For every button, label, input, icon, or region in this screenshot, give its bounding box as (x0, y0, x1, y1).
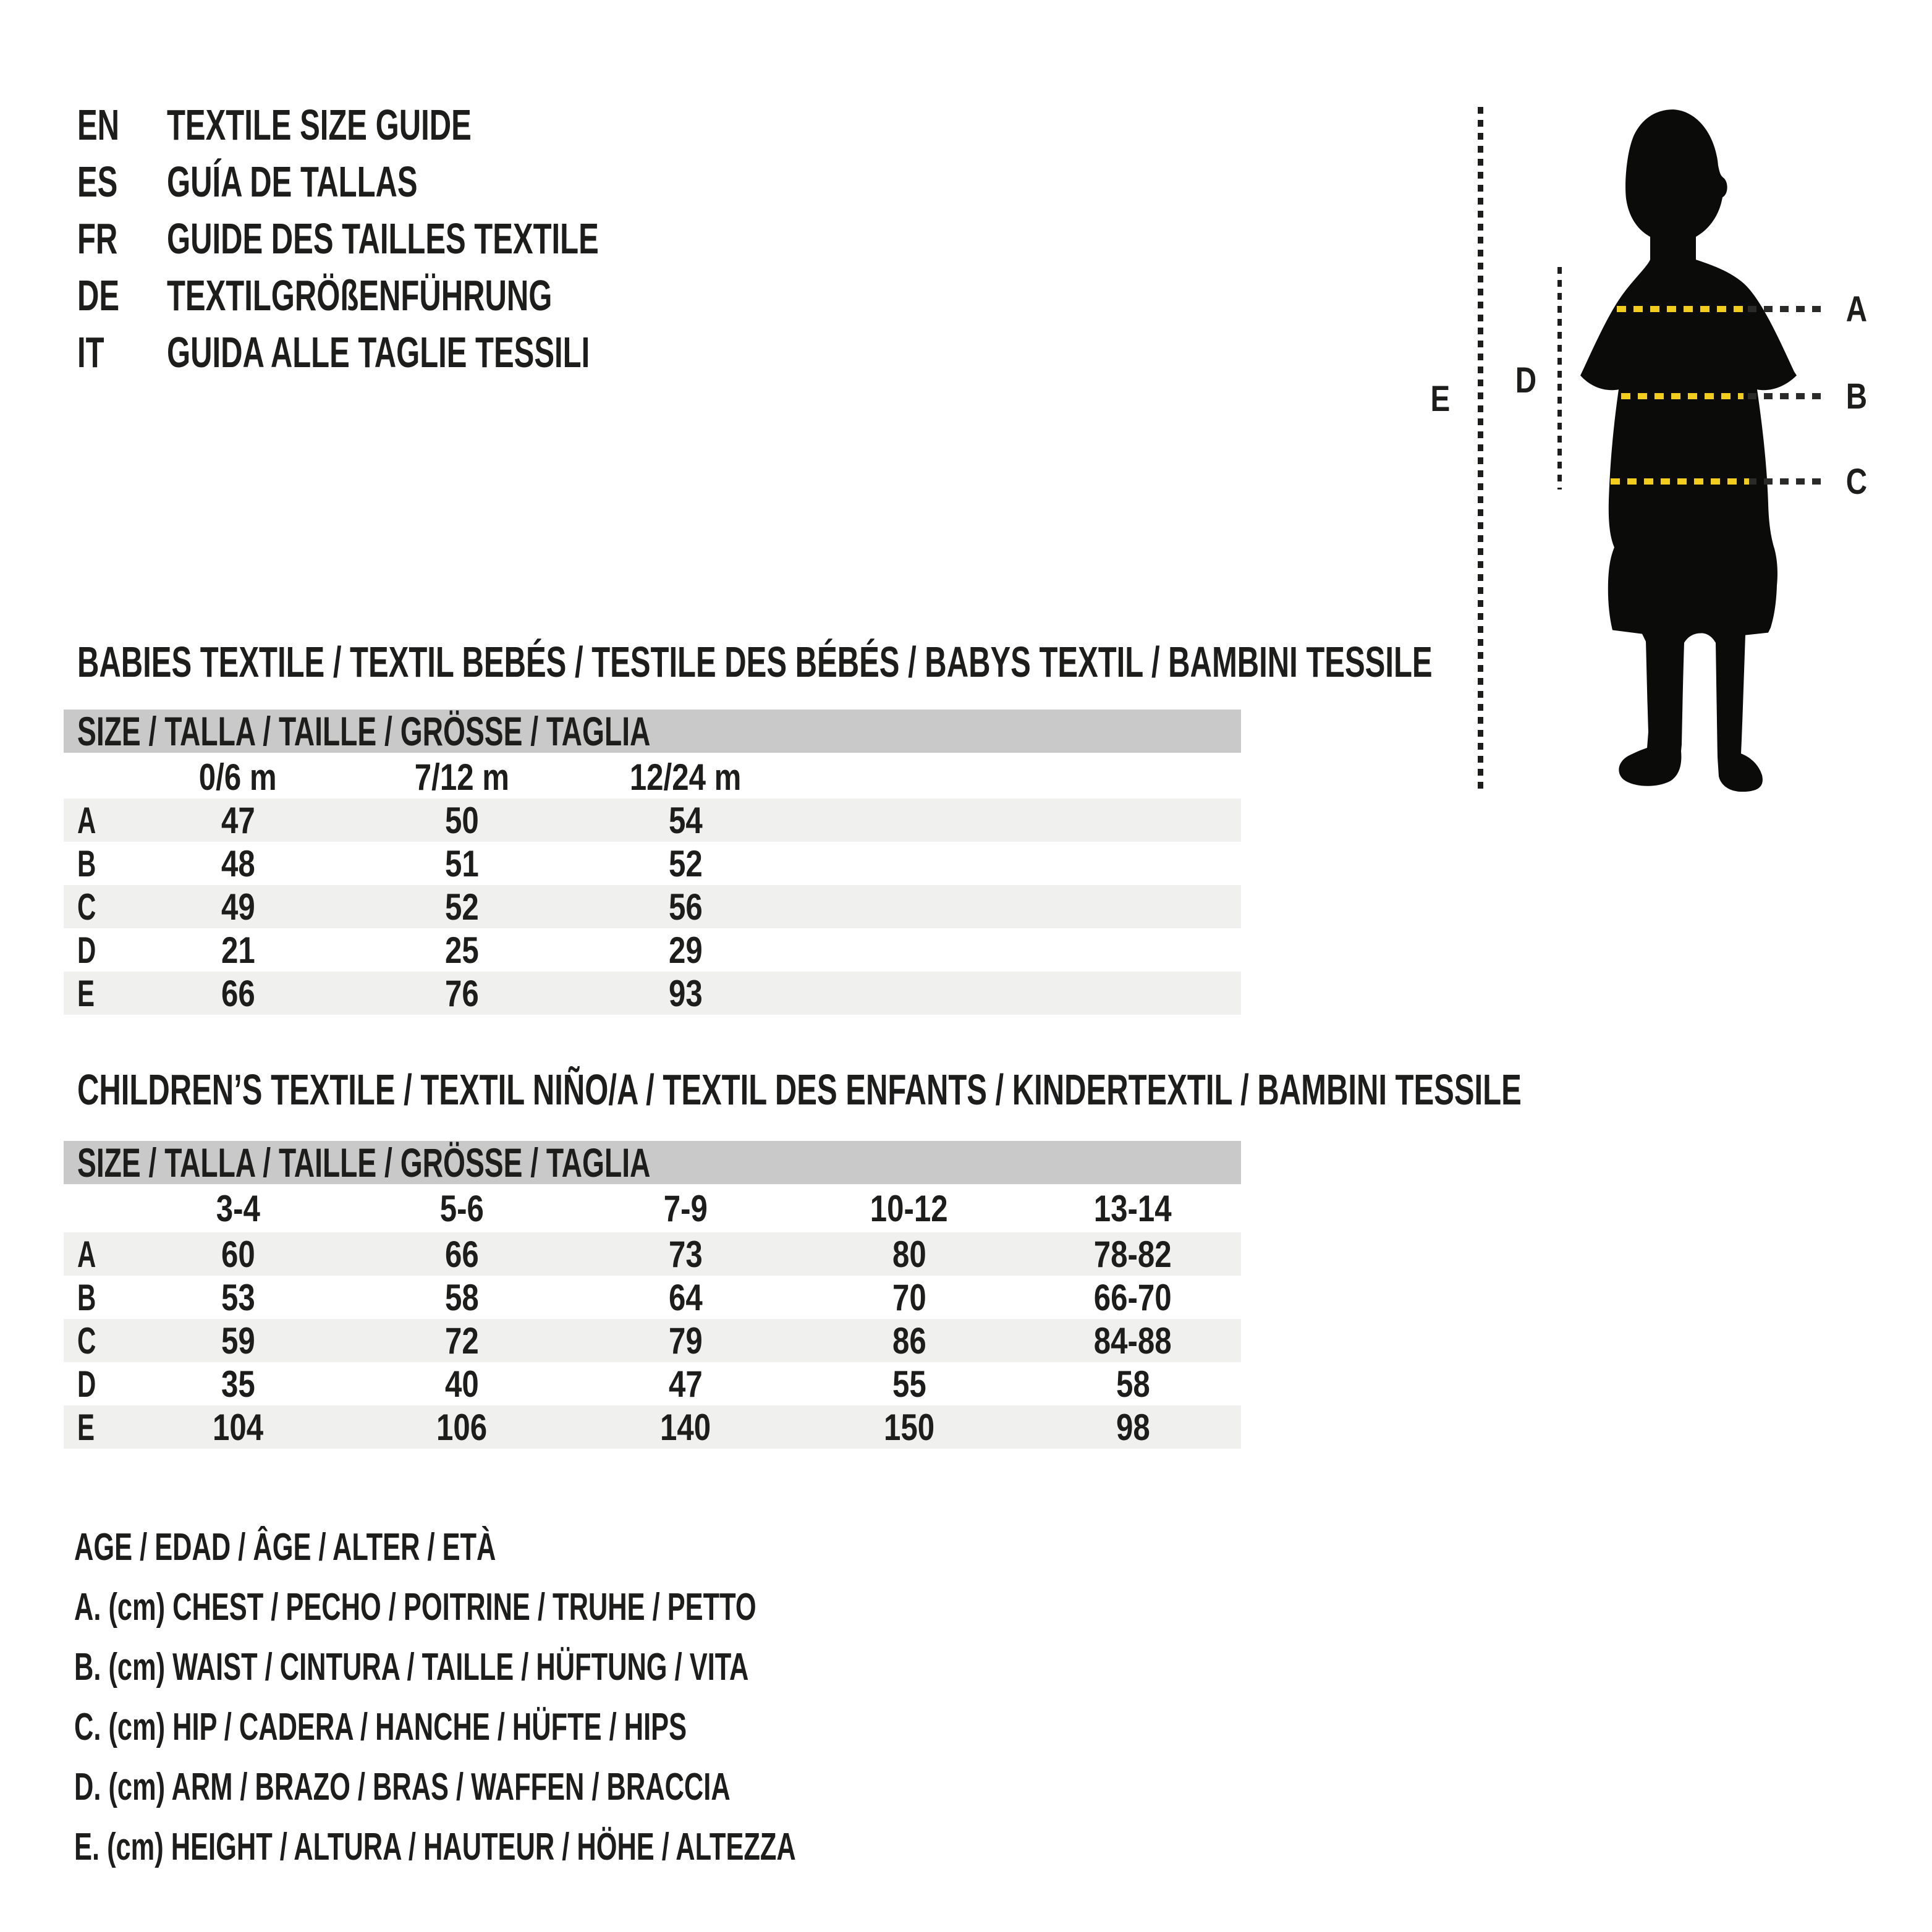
children-col-1: 5-6 (439, 1187, 484, 1229)
measure-label-c: C (1845, 461, 1868, 502)
chest-line-yellow-dashes (1617, 306, 1743, 312)
babies-col-1: 7/12 m (414, 756, 509, 798)
measure-label-b: B (1845, 376, 1868, 417)
legend-hip: C. (cm) HIP / CADERA / HANCHE / HÜFTE / HIPS (74, 1706, 687, 1748)
waist-line-yellow-dashes (1621, 393, 1743, 399)
children-col-0: 3-4 (216, 1187, 260, 1229)
measure-label-a: A (1845, 289, 1868, 329)
hip-line-black-dashes (1748, 478, 1821, 485)
table-row: E 66 76 93 (64, 972, 1241, 1015)
legend-age: AGE / EDAD / ÂGE / ALTER / ETÀ (74, 1526, 496, 1569)
legend-chest: A. (cm) CHEST / PECHO / POITRINE / TRUHE / PETTO (74, 1586, 756, 1629)
language-row-de (77, 267, 784, 324)
table-row: A 60 66 73 80 78-82 (64, 1232, 1241, 1276)
babies-col-0: 0/6 m (199, 756, 277, 798)
chest-line-black-dashes (1748, 306, 1821, 312)
guide-title: TEXTILGRÖßENFÜHRUNG (167, 271, 553, 320)
babies-size-bar: SIZE / TALLA / TAILLE / GRÖSSE / TAGLIA (64, 710, 1241, 753)
table-row: D 21 25 29 (77, 929, 703, 971)
guide-title: GUIDE DES TAILLES TEXTILE (167, 214, 599, 263)
language-code: IT (77, 328, 104, 376)
table-row: E 104 106 140 150 98 (64, 1405, 1241, 1449)
legend-height: E. (cm) HEIGHT / ALTURA / HAUTEUR / HÖHE / ALTEZZA (74, 1826, 796, 1868)
arm-measure-dotted-line (1557, 267, 1562, 489)
language-code: ES (77, 158, 118, 206)
language-row-en (77, 96, 784, 153)
table-row: C 59 72 79 86 84-88 (64, 1319, 1241, 1362)
children-col-3: 10-12 (870, 1187, 948, 1229)
children-col-4: 13-14 (1094, 1187, 1172, 1229)
language-code: FR (77, 214, 118, 263)
legend-waist: B. (cm) WAIST / CINTURA / TAILLE / HÜFTUNG / VITA (74, 1646, 749, 1688)
babies-column-header-row (64, 756, 1241, 797)
table-row: A 47 50 54 (64, 799, 1241, 842)
height-measure-dotted-line (1478, 107, 1483, 792)
legend-arm: D. (cm) ARM / BRAZO / BRAS / WAFFEN / BRACCIA (74, 1766, 731, 1808)
language-row-it (77, 324, 784, 381)
children-column-header-row (64, 1188, 1241, 1229)
guide-title: TEXTILE SIZE GUIDE (167, 101, 472, 149)
children-size-bar: SIZE / TALLA / TAILLE / GRÖSSE / TAGLIA (64, 1141, 1241, 1184)
measurement-legend (74, 1517, 1105, 1877)
children-section-heading: CHILDREN’S TEXTILE / TEXTIL NIÑO/A / TEXTIL DES ENFANTS / KINDERTEXTIL / BAMBINI TESSILE (77, 1066, 1522, 1114)
measure-label-d: D (1515, 360, 1537, 400)
child-silhouette (1577, 107, 1800, 792)
waist-line-black-dashes (1748, 393, 1821, 399)
language-row-fr (77, 210, 784, 267)
babies-section-heading: BABIES TEXTILE / TEXTIL BEBÉS / TESTILE DES BÉBÉS / BABYS TEXTIL / BAMBINI TESSILE (77, 638, 1433, 686)
guide-title: GUIDA ALLE TAGLIE TESSILI (167, 328, 590, 376)
language-code: EN (77, 101, 120, 149)
table-row: B 53 58 64 70 66-70 (77, 1276, 1172, 1318)
hip-line-yellow-dashes (1611, 478, 1749, 485)
table-row: B 48 51 52 (77, 842, 703, 884)
children-col-2: 7-9 (663, 1187, 708, 1229)
measure-label-e: E (1430, 378, 1450, 419)
language-title-list (77, 96, 784, 381)
table-row: D 35 40 47 55 58 (77, 1363, 1150, 1405)
table-row: C 49 52 56 (64, 885, 1241, 928)
babies-col-2: 12/24 m (629, 756, 742, 798)
language-row-es (77, 153, 784, 210)
guide-title: GUÍA DE TALLAS (167, 158, 418, 206)
language-code: DE (77, 271, 120, 320)
